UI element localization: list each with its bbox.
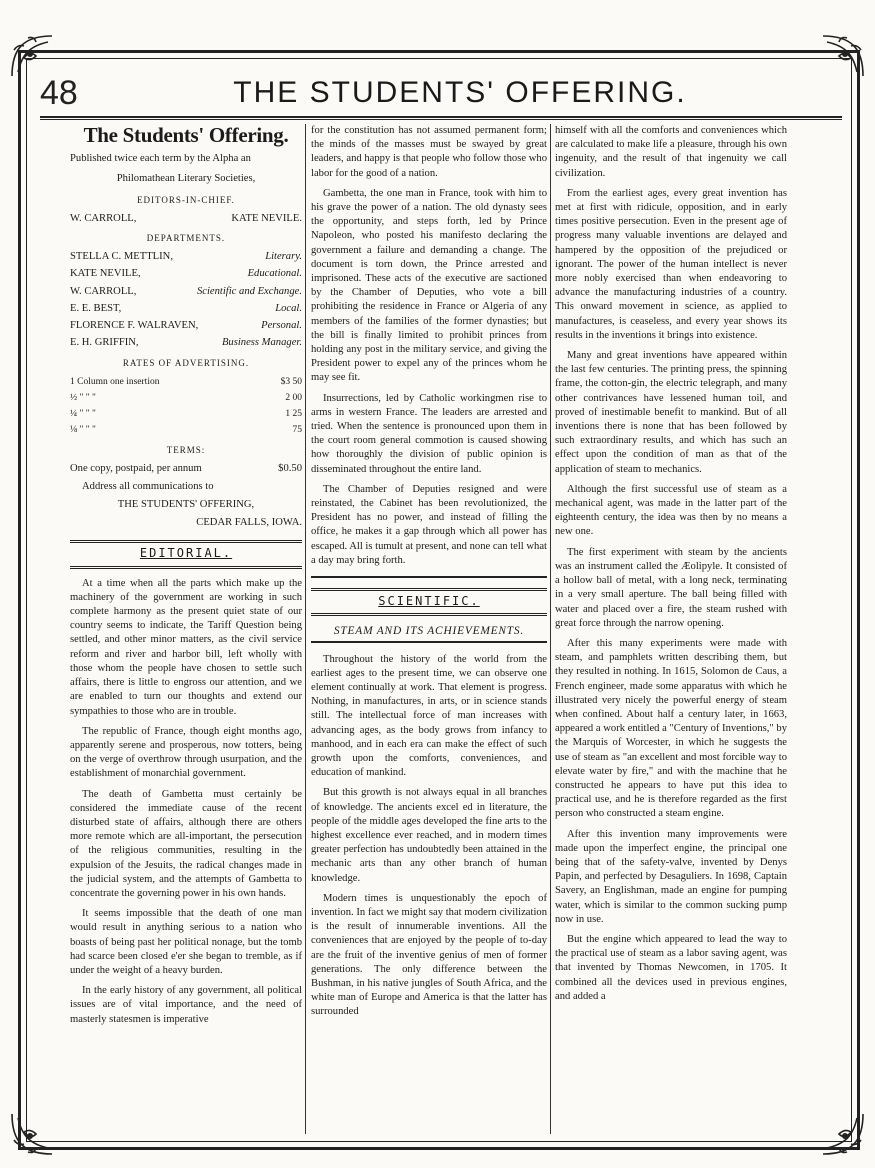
article-paragraph: Many and great inventions have appeared within the last few centuries. The printing press, the spinning frame, the cotton-gin, the electric telegraph, and many other contrivances have lessened human toil, and proved of inestimable benefit to mankind. But of all inventions there is none that has been followed by such extraordinary results, and which has such an effect upon the condition of man as that of the application of steam to mechanics. [555, 350, 787, 475]
column-left [70, 124, 302, 1033]
staff-row [70, 336, 302, 350]
address-line: Address all communications to [82, 480, 214, 492]
published-line: Published twice each term by the Alpha an [70, 153, 251, 165]
staff-name: STELLA C. METTLIN, [70, 251, 173, 263]
rate-row [70, 375, 302, 389]
staff-department: Personal. [261, 320, 302, 332]
terms-price: $0.50 [278, 462, 302, 474]
section-heading-text: SCIENTIFIC. [378, 594, 480, 609]
article-paragraph: Throughout the history of the world from the earliest ages to the present time, we can observe one element continually at work. That element is progress. Nothing, in manufactures, in arts, or in science stands still. The intellectual force of man increases with advancing ages, as the body grows from infancy to manhood, and in each era can make the effect of such growth upon the comforts, conveniences, and education of mankind. [311, 653, 547, 779]
article-paragraph: The Chamber of Deputies resigned and were reinstated, the Cabinet has been revolutionized, the President has no power, and instead of filling the office, he makes it a gap through which all power has escaped. All is tumult at present, and none can tell what a day may bring forth. [311, 483, 547, 566]
rate-row [70, 391, 302, 405]
staff-name: FLORENCE F. WALRAVEN, [70, 320, 199, 332]
staff-row [70, 285, 302, 299]
staff-name: E. E. BEST, [70, 302, 122, 314]
article-paragraph: for the constitution has not assumed permanent form; the minds of the masses must be swayed by great leaders, and happy is that people who follow those who labor for the good of a nation. [311, 125, 547, 179]
ornament-corner-bottom-left-icon [4, 1106, 60, 1162]
staff-row [70, 319, 302, 333]
page-number: 48 [40, 74, 78, 112]
rate-label: ⅛ " " " [70, 425, 96, 436]
header-rule [40, 116, 842, 118]
published-line: Philomathean Literary Societies, [116, 173, 256, 185]
article-paragraph: The death of Gambetta must certainly be considered the immediate cause of the recent disturbed state of affairs, although there are others more remote which are all-important, the persecution of the religious communities, resulting in the expulsion of the Jesuits, the radical changes made in the judicial system, and the attempts of Gambetta to concentrate the governing power in his own hands. [70, 788, 302, 899]
rate-label: 1 Column one insertion [70, 376, 160, 387]
column-right [555, 124, 787, 1010]
article-paragraph: Modern times is unquestionably the epoch of invention. In fact we might say that modern civilization is the result of innumerable inventions. All the conveniences that are enjoyed by the people of to-day are the fruit of the inventive genius of men of former generations. The only difference between the Bushman, in his native jungles of South Africa, and the white man of Europe and America is that the latter has surrounded [311, 892, 547, 1018]
section-heading-editorial [70, 540, 302, 568]
column-middle [311, 124, 547, 1026]
rate-price: 1 25 [285, 409, 302, 420]
staff-name: E. H. GRIFFIN, [70, 337, 139, 349]
column-divider [550, 124, 551, 1134]
column-divider [305, 124, 306, 1134]
rates-heading: RATES OF ADVERTISING. [122, 358, 250, 369]
rate-price: 2 00 [285, 392, 302, 403]
article-paragraph: But this growth is not always equal in all branches of knowledge. The ancients excel ed in literature, the people of the middle ages developed the fine arts to the highest excellence ever reached, and in modern times greater perfection has undoubtedly been attained in the mechanic arts than any other branch of human knowledge. [311, 787, 547, 884]
staff-name: W. CARROLL, [70, 285, 137, 297]
ornament-corner-bottom-right-icon [815, 1106, 871, 1162]
header-rule-thin [40, 119, 842, 120]
article-paragraph: In the early history of any government, all political issues are of vital importance, and the need of masterly statesmen is imperative [70, 985, 302, 1025]
staff-department: Educational. [247, 268, 302, 280]
staff-row [70, 250, 302, 264]
staff-row [70, 267, 302, 281]
address-city: CEDAR FALLS, IOWA. [196, 517, 302, 529]
editor-name: KATE NEVILE. [231, 212, 302, 224]
address-name: THE STUDENTS' OFFERING, [117, 499, 255, 511]
article-paragraph: Gambetta, the one man in France, took with him to his grave the power of a nation. The old dynasty sees the opportunity, and steps forth, led by Prince Napoleon, who posted his manifesto declaring the government a failure and demanding a change. The document is torn down, the Prince arrested and imprisoned. These acts of the executive are sactioned by the Chamber of Deputies, who vote a bill prohibiting the residence in France or Algeria of any members of the families of the former dynasties; but the bill is finally limited to prohibit princes from holding any post in the military service, and giving the President power to expel any of the princes whom he may see fit. [311, 187, 547, 384]
staff-department: Business Manager. [221, 337, 302, 349]
section-heading-text: EDITORIAL. [139, 546, 233, 561]
editors-heading: EDITORS-IN-CHIEF. [137, 194, 235, 205]
rate-row [70, 407, 302, 421]
staff-department: Scientific and Exchange. [196, 285, 302, 297]
article-paragraph: After this invention many improvements were made upon the imperfect engine, the principal one being that of the safety-valve, invented by Denys Papin, and perfected by Desaguliers. In 1698, Captain Savery, an Englishman, made an engine for pumping water, which is similar to the common sucking pump now in use. [555, 828, 787, 925]
staff-department: Local. [275, 302, 302, 314]
rate-price: $3 50 [280, 376, 302, 387]
terms-label: One copy, postpaid, per annum [70, 462, 202, 474]
article-title: STEAM AND ITS ACHIEVEMENTS. [311, 624, 547, 642]
article-paragraph: But the engine which appeared to lead the way to the practical use of steam as a labor saving agent, was that invented by Thomas Newcomen, in 1705. It combined all the devices used in previous engines, and added a [555, 933, 787, 1002]
article-paragraph: From the earliest ages, every great invention has met at first with ridicule, opposition, and in early times positive persecution. Even in the present age of progress many valuable inventions are delayed and hampered by the opposition of the prejudiced or ignorant. The power of the human intellect is never more nobly exercised than when endeavoring to advance the manufacturing industries of a country. This onward movement in science, as applied to manufactures, is ceaseless, and every year shows its results in the inventions it brings into existence. [555, 187, 787, 341]
article-paragraph: It seems impossible that the death of one man would result in anything serious to a nation who boasts of being past her political nonage, but the tomb had scarce been closed e'er she began to tremble, as if under the weight of a heavy burden. [70, 908, 302, 976]
article-paragraph: himself with all the comforts and conveniences which are calculated to make life a pleasure, through his own ingenuity, and the result of that ingenuity we call civilization. [555, 125, 787, 179]
departments-heading: DEPARTMENTS. [146, 233, 226, 244]
section-heading-scientific [311, 588, 547, 616]
staff-row [70, 302, 302, 316]
rate-label: ½ " " " [70, 392, 96, 403]
terms-row [70, 462, 302, 476]
article-paragraph: Insurrections, led by Catholic workingmen rise to arms in western France. The leaders are arrested and tried. When the sentence is pronounced upon them in the court room general commotion is caused showing how thoroughly the division of public opinion is disseminated throughout the entire land. [311, 392, 547, 475]
rate-row [70, 423, 302, 437]
masthead-title: THE STUDENTS' OFFERING. [233, 76, 687, 109]
editors-row [70, 212, 302, 226]
rate-label: ¼ " " " [70, 409, 96, 420]
article-paragraph: At a time when all the parts which make up the machinery of the government are working in such complete harmony as the present quiet state of our country seems to indicate, the Tariff Question being settled, and other minor matters, as the civil service reform and river and harbor bill, left wholly with those whom the people have chosen to settle such affairs, there is little to engross our attention, and we are enabled to turn our thoughts and extend our sympathies to those who are in trouble. [70, 577, 302, 717]
article-paragraph: The first experiment with steam by the ancients was an instrument called the Æolipyle. It consisted of a hollow ball of metal, with a long neck, terminating in a very small aperture. The ball being filled with water and placed over a fire, the steam rushed with great force through the narrow opening. [555, 546, 787, 629]
terms-heading: TERMS: [166, 445, 206, 456]
article-paragraph: After this many experiments were made with steam, and pamphlets written describing them, but they resulted in nothing. In 1615, Solomon de Caus, a French engineer, made some apparatus with which he illustrated very nicely the powerful energy of steam when confined. About half a century later, in 1663, appeared a work entitled a "Century of Inventions," by the Marquis of Worcester, in which he suggests the use of steam as "an excellent and most forcible way to elevate water by fire," and with the machine that he constructed he appears to have put this idea to practical use, and he is therefore regarded as the first person who constructed a steam engine. [555, 637, 787, 820]
article-paragraph: The republic of France, though eight months ago, apparently serene and prosperous, now totters, being on the verge of overthrow through usurpation, and the establishment of monarchial government. [70, 725, 302, 780]
staff-department: Literary. [265, 251, 302, 263]
section-rule [311, 576, 547, 578]
editor-name: W. CARROLL, [70, 212, 137, 224]
publication-name: The Students' Offering. [83, 123, 289, 147]
staff-name: KATE NEVILE, [70, 268, 141, 280]
article-paragraph: Although the first successful use of steam as a mechanical agent, was made in the latter part of the eighteenth century, the idea was then by no means a new one. [555, 483, 787, 538]
rate-price: 75 [292, 425, 302, 436]
